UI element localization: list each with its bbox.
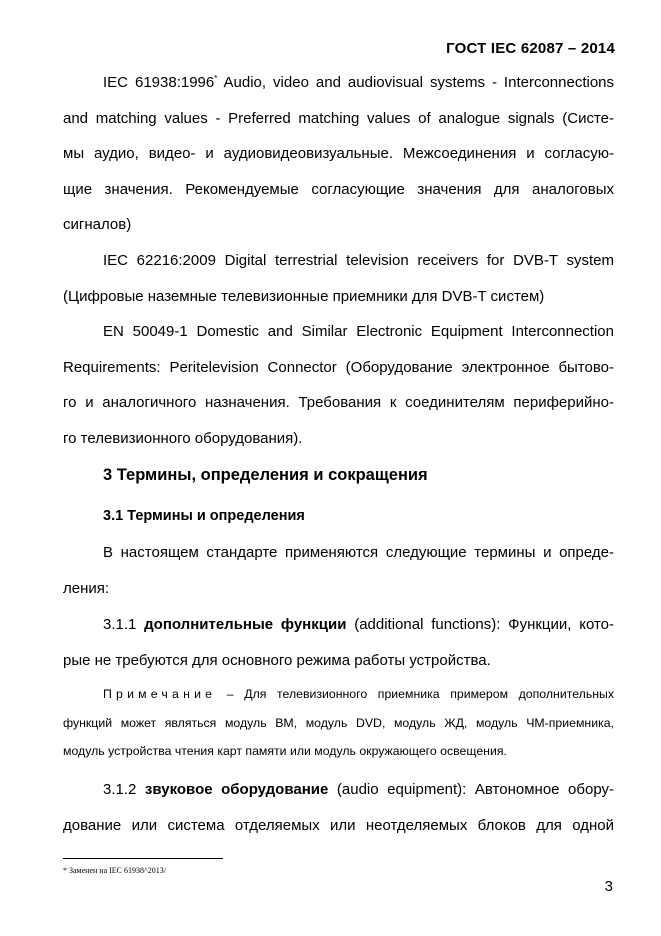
text-line: щие значения. Рекомендуемые согласующие значения для аналоговых — [63, 180, 614, 198]
footnote-marker: * — [214, 74, 218, 83]
section-3-heading: 3 Термины, определения и сокращения — [103, 466, 428, 484]
text-line: го и аналогичного назначения. Требования к соединителям периферийно- — [63, 394, 614, 411]
reference-iec-62216 — [63, 243, 614, 314]
term-name: звуковое оборудование — [144, 781, 329, 798]
text-line: го телевизионного оборудования). — [63, 429, 303, 447]
text-line — [63, 680, 614, 709]
footnote: * Заменен на IEC 61938^2013/ — [63, 866, 166, 875]
footnote-divider — [63, 858, 223, 859]
text-line: рые не требуются для основного режима работы устройства. — [63, 651, 491, 669]
page-header: ГОСТ IEC 62087 – 2014 — [446, 40, 615, 57]
intro-paragraph — [63, 535, 614, 606]
text-line: функций может являться модуль ВМ, модуль DVD, модуль ЖД, модуль ЧМ-приемника, — [63, 715, 614, 730]
text-line: (Цифровые наземные телевизионные приемники для DVB-T систем) — [63, 287, 545, 305]
text-line: IEC 62216:2009 Digital terrestrial television receivers for DVB-T system — [103, 252, 614, 269]
reference-en-50049 — [63, 314, 614, 456]
term-definition: (audio equipment): Автономное обору- — [328, 781, 614, 798]
text-line: мы аудио, видео- и аудиовидеовизуальные. Межсоединения и согласую- — [63, 145, 614, 162]
note-label: Примечание — [103, 687, 217, 701]
text-line: дование или система отделяемых или неотделяемых блоков для одной — [63, 816, 614, 834]
term-number: 3.1.2 — [103, 781, 145, 798]
text-line — [63, 61, 614, 101]
term-definition: (additional functions): Функции, кото- — [346, 616, 614, 633]
term-number: 3.1.1 — [103, 616, 145, 633]
text-line: модуль устройства чтения карт памяти или модуль окружающего освещения. — [63, 744, 507, 758]
text-line — [63, 772, 614, 808]
text-line: В настоящем стандарте применяются следующие термины и опреде- — [103, 544, 614, 561]
section-3-1-heading: 3.1 Термины и определения — [103, 508, 305, 524]
reference-iec-61938 — [63, 61, 614, 243]
term-3-1-2 — [63, 772, 614, 843]
text-line: ления: — [63, 579, 110, 597]
term-3-1-1 — [63, 607, 614, 678]
page-number: 3 — [604, 878, 613, 895]
note-text: – Для телевизионного приемника примером дополнительных — [216, 687, 614, 701]
text-line: сигналов) — [63, 216, 132, 233]
note-block — [63, 680, 614, 766]
text-line — [63, 607, 614, 643]
ref-code: IEC 61938:1996 — [103, 74, 215, 91]
term-name: дополнительные функции — [144, 616, 347, 633]
text-line: Requirements: Peritelevision Connector (Оборудование электронное бытово- — [63, 358, 614, 376]
ref-title: Audio, video and audiovisual systems - Interconnections — [217, 74, 614, 91]
text-line: EN 50049-1 Domestic and Similar Electronic Equipment Interconnection — [103, 323, 614, 340]
text-line: and matching values - Preferred matching values of analogue signals (Систе- — [63, 109, 614, 127]
